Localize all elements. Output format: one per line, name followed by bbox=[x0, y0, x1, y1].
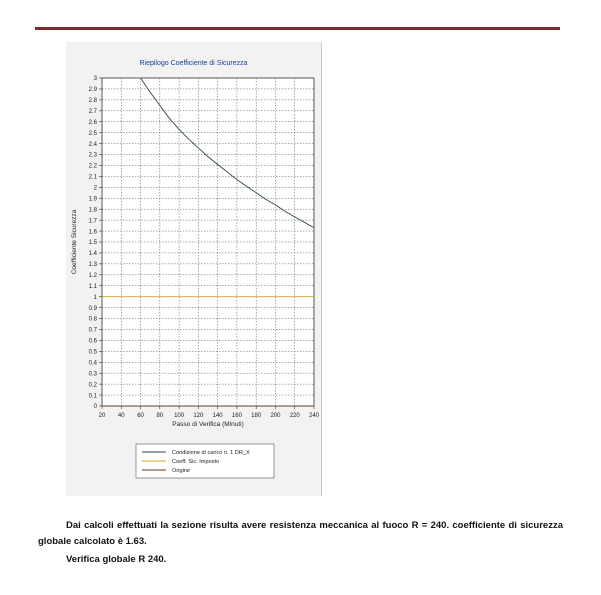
header-rule bbox=[35, 27, 560, 30]
y-tick-label: 2.4 bbox=[88, 141, 97, 148]
y-tick-label: 1.9 bbox=[88, 196, 97, 203]
y-tick-label: 2.3 bbox=[88, 152, 97, 159]
verification-paragraph: Verifica globale R 240. bbox=[66, 554, 167, 565]
y-axis-label: Coefficiente Sicurezza bbox=[71, 209, 78, 275]
y-tick-label: 1.6 bbox=[88, 229, 97, 236]
y-tick-label: 1.7 bbox=[88, 218, 97, 225]
result-paragraph: Dai calcoli effettuati la sezione risulta avere resistenza meccanica al fuoco R = 240. coefficiente di sicurezza globale calcolato è 1.63. bbox=[38, 520, 563, 547]
x-tick-label: 60 bbox=[137, 413, 144, 419]
x-tick-label: 20 bbox=[98, 413, 106, 419]
y-tick-label: 1.8 bbox=[88, 207, 97, 214]
y-tick-label: 1.2 bbox=[88, 273, 97, 279]
y-tick-label: 1.5 bbox=[88, 240, 97, 247]
y-tick-label: 1 bbox=[93, 294, 97, 301]
x-tick-label: 100 bbox=[174, 413, 185, 419]
y-tick-label: 0.8 bbox=[88, 316, 97, 323]
y-tick-label: 0.3 bbox=[88, 371, 97, 378]
y-tick-label: 2 bbox=[93, 185, 97, 192]
x-tick-label: 80 bbox=[156, 413, 164, 419]
legend-label: Origine bbox=[172, 468, 191, 474]
x-tick-label: 180 bbox=[251, 413, 262, 419]
y-tick-label: 3 bbox=[93, 76, 97, 83]
y-tick-label: 1.4 bbox=[88, 251, 97, 258]
x-tick-label: 160 bbox=[231, 413, 242, 419]
y-tick-label: 0.6 bbox=[88, 338, 97, 345]
y-tick-label: 1.1 bbox=[88, 283, 97, 290]
x-tick-label: 200 bbox=[270, 413, 281, 419]
y-tick-label: 0.2 bbox=[88, 382, 97, 389]
safety-factor-chart bbox=[66, 42, 321, 496]
y-tick-label: 2.1 bbox=[88, 174, 97, 181]
legend-label: Coeff. Sic. Imposto bbox=[172, 459, 220, 465]
y-tick-label: 2.7 bbox=[88, 109, 97, 115]
y-tick-label: 2.2 bbox=[88, 163, 97, 170]
y-tick-label: 0.4 bbox=[88, 360, 97, 367]
y-tick-label: 0 bbox=[93, 404, 97, 411]
y-tick-label: 0.1 bbox=[88, 393, 97, 400]
chart-title: Riepilogo Coefficiente di Sicurezza bbox=[139, 60, 248, 67]
y-tick-label: 2.8 bbox=[88, 98, 97, 105]
x-tick-label: 40 bbox=[117, 413, 125, 419]
y-tick-label: 0.9 bbox=[88, 305, 97, 312]
y-tick-label: 0.5 bbox=[88, 349, 97, 356]
x-tick-label: 140 bbox=[212, 413, 223, 419]
y-tick-label: 1.3 bbox=[88, 262, 97, 269]
x-axis-label: Passo di Verifica (Minuti) bbox=[172, 421, 244, 428]
y-tick-label: 0.7 bbox=[88, 327, 97, 334]
x-tick-label: 220 bbox=[289, 413, 300, 419]
y-tick-label: 2.9 bbox=[88, 87, 97, 94]
y-tick-label: 2.5 bbox=[88, 130, 97, 137]
x-tick-label: 120 bbox=[193, 413, 204, 419]
y-tick-label: 2.6 bbox=[88, 119, 97, 126]
x-tick-label: 240 bbox=[308, 413, 320, 419]
legend-label: Condizione di carico n. 1 DR_X bbox=[172, 450, 250, 456]
